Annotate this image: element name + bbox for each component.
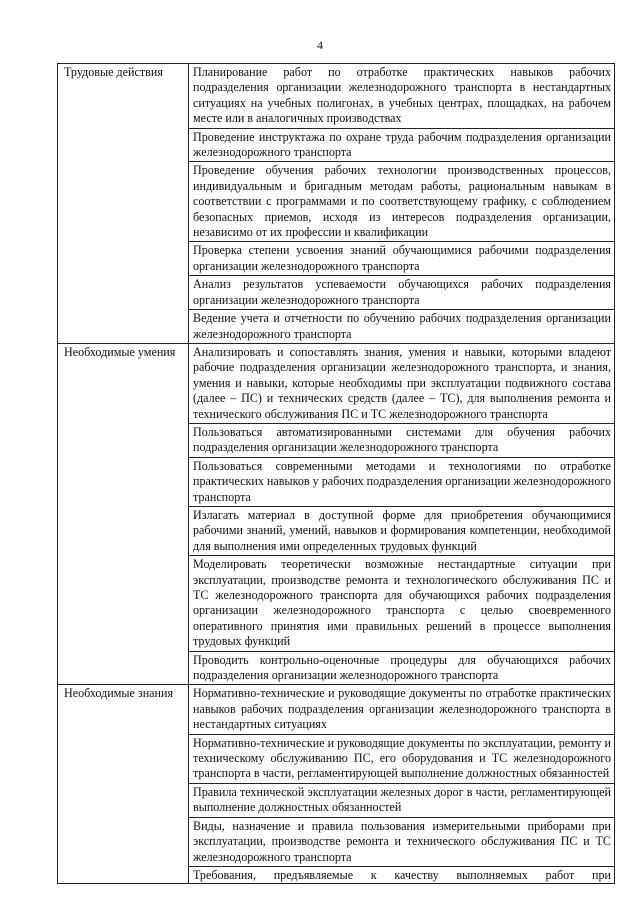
table-row — [58, 685, 615, 734]
item-cell — [189, 817, 615, 866]
list-item: Проводить контрольно-оценочные процедуры для обучающихся рабочих подразделения организации железнодорожного транспорта — [193, 652, 611, 683]
section-label: Трудовые действия — [64, 65, 163, 79]
section-label: Необходимые умения — [64, 344, 176, 359]
table-row — [58, 343, 615, 423]
item-cell — [189, 866, 615, 883]
item-cell — [189, 423, 615, 457]
item-cell — [189, 556, 615, 651]
page-number: 4 — [317, 38, 323, 52]
item-cell — [189, 64, 615, 129]
item-cell — [189, 783, 615, 817]
list-item: Моделировать теоретически возможные нестандартные ситуации при эксплуатации, производстве ремонта и технологического обслуживания ПС и ТС железнодорожного транспорта для обучающихся рабочих подразделения организации железнодорожного транспорта с целью своевременного оперативного принятия ими правильных решений в процессе выполнения трудовых функций — [193, 557, 611, 649]
section-label: Необходимые знания — [64, 686, 174, 701]
item-cell — [189, 343, 615, 423]
item-cell — [189, 310, 615, 344]
requirements-table — [57, 63, 615, 884]
item-cell — [189, 685, 615, 734]
item-cell — [189, 162, 615, 242]
section-label-cell — [58, 685, 189, 883]
list-item: Планирование работ по отработке практических навыков рабочих подразделения организации железнодорожного транспорта в нестандартных ситуациях на учебных полигонах, в учебных центрах, площадках, на рабочем месте или в аналогичных производствах — [193, 65, 611, 126]
list-item: Анализ результатов успеваемости обучающихся рабочих подразделения организации железнодорожного транспорта — [193, 277, 611, 307]
list-item-continued: Требования, предъявляемые к качеству выполняемых работ при — [193, 867, 611, 882]
list-item: Пользоваться современными методами и технологиями по отработке практических навыков у рабочих подразделения организации железнодорожного транспорта — [193, 458, 611, 504]
list-item: Проведение инструктажа по охране труда рабочим подразделения организации железнодорожного транспорта — [193, 129, 611, 160]
list-item: Проверка степени усвоения знаний обучающимися рабочими подразделения организации железнодорожного транспорта — [193, 243, 611, 273]
section-label-cell — [58, 343, 189, 685]
item-cell — [189, 128, 615, 162]
list-item: Правила технической эксплуатации железных дорог в части, регламентирующей выполнение должностных обязанностей — [193, 784, 611, 815]
list-item: Анализировать и сопоставлять знания, умения и навыки, которыми владеют рабочие подразделения организации железнодорожного транспорта, и знания, умения и навыки, которые необходимы при эксплуатации подвижного состава (далее – ПС) и технических средств (далее – ТС), для выполнения ремонта и технического обслуживания ПС и ТС железнодорожного транспорта — [193, 344, 611, 421]
list-item: Нормативно-технические и руководящие документы по отработке практических навыков рабочих подразделения организации железнодорожного транспорта в нестандартных ситуациях — [193, 686, 611, 732]
item-cell — [189, 734, 615, 783]
list-item: Проведение обучения рабочих технологии производственных процессов, индивидуальным и бригадным методам работы, рациональным навыкам в соответствии с программами и по соответствующему графику, с соблюдением безопасных приемов, исходя из интересов подразделения организации, независимо от их профессии и квалификации — [193, 163, 611, 240]
section-label-cell — [58, 64, 189, 344]
item-cell — [189, 242, 615, 276]
table-row — [58, 64, 615, 129]
list-item: Ведение учета и отчетности по обучению рабочих подразделения организации железнодорожного транспорта — [193, 311, 611, 341]
list-item: Пользоваться автоматизированными системами для обучения рабочих подразделения организации железнодорожного транспорта — [193, 424, 611, 455]
item-cell — [189, 457, 615, 506]
list-item: Излагать материал в доступной форме для приобретения обучающимися рабочими знаний, умений, навыков и формирования компетенции, необходимой для выполнения ими определенных трудовых функций — [193, 507, 611, 553]
item-cell — [189, 276, 615, 310]
list-item: Нормативно-технические и руководящие документы по эксплуатации, ремонту и техническому обслуживанию ПС, его оборудования и ТС железнодорожного транспорта в части, регламентирующей выполнение должностных обязанностей — [193, 735, 611, 781]
item-cell — [189, 651, 615, 685]
item-cell — [189, 506, 615, 555]
list-item: Виды, назначение и правила пользования измерительными приборами при эксплуатации, производстве ремонта и технического обслуживания ПС и ТС железнодорожного транспорта — [193, 818, 611, 864]
